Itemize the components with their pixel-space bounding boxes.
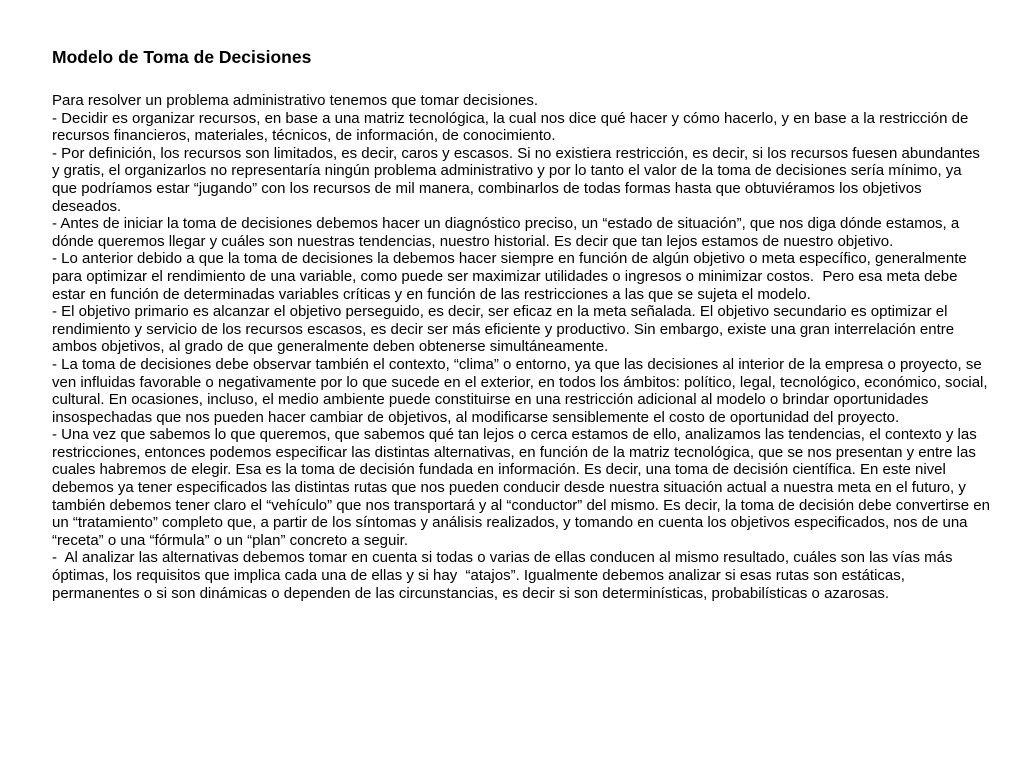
bullet-paragraph-7: - Una vez que sabemos lo que queremos, que sabemos qué tan lejos o cerca estamos de ello, analizamos las tendencias, el contexto y las restricciones, entonces podemos especificar las distintas alternativas, en función de la matriz tecnológica, que se nos presentan y entre las cuales habremos de elegir. Esa es la toma de decisión fundada en información. Es decir, una toma de decisión científica. En este nivel debemos ya tener especificados las distintas rutas que nos pueden conducir desde nuestra situación actual a nuestra meta en el futuro, y también debemos tener claro el “vehículo” que nos transportará y al “conductor” del mismo. Es decir, la toma de decisión debe convertirse en un “tratamiento” completo que, a partir de los síntomas y análisis realizados, y tomando en cuenta los objetivos especificados, nos de una “receta” o una “fórmula” o un “plan” concreto a seguir. [52, 426, 995, 549]
intro-paragraph: Para resolver un problema administrativo tenemos que tomar decisiones. [52, 92, 539, 109]
bullet-paragraph-5: - El objetivo primario es alcanzar el objetivo perseguido, es decir, ser eficaz en la meta señalada. El objetivo secundario es optimizar el rendimiento y servicio de los recursos escasos, es decir ser más eficiente y productivo. Sin embargo, existe una gran interrelación entre ambos objetivos, al grado de que generalmente deben obtenerse simultáneamente. [52, 303, 959, 356]
bullet-paragraph-4: - Lo anterior debido a que la toma de decisiones la debemos hacer siempre en función de algún objetivo o meta específico, generalmente para optimizar el rendimiento de una variable, como puede ser maximizar utilidades o ingresos o minimizar costos. Pero esa meta debe estar en función de determinadas variables críticas y en función de las restricciones a las que se sujeta el modelo. [52, 250, 971, 303]
bullet-paragraph-3: - Antes de iniciar la toma de decisiones debemos hacer un diagnóstico preciso, un “estado de situación”, que nos diga dónde estamos, a dónde queremos llegar y cuáles son nuestras tendencias, nuestro historial. Es decir que tan lejos estamos de nuestro objetivo. [52, 215, 964, 250]
bullet-paragraph-1: - Decidir es organizar recursos, en base a una matriz tecnológica, la cual nos dice qué hacer y cómo hacerlo, y en base a la restricción de recursos financieros, materiales, técnicos, de información, de conocimiento. [52, 109, 973, 145]
slide [52, 47, 995, 602]
bullet-paragraph-6: - La toma de decisiones debe observar también el contexto, “clima” o entorno, ya que las decisiones al interior de la empresa o proyecto, se ven influidas favorable o negativamente por lo que sucede en el exterior, en todos los ámbitos: político, legal, tecnológico, económico, social, cultural. En ocasiones, incluso, el medio ambiente puede constituirse en una restricción adicional al modelo o brindar oportunidades insospechadas que nos pueden hacer cambiar de objetivos, al modificarse sensiblemente el costo de oportunidad del proyecto. [52, 355, 992, 426]
body-text [52, 92, 995, 602]
page-title: Modelo de Toma de Decisiones [52, 47, 312, 67]
bullet-paragraph-8: - Al analizar las alternativas debemos tomar en cuenta si todas o varias de ellas conducen al mismo resultado, cuáles son las vías más óptimas, los requisitos que implica cada una de ellas y si hay “atajos”. Igualmente debemos analizar si esas rutas son estáticas, permanentes o si son dinámicas o dependen de las circunstancias, es decir si son determinísticas, probabilísticas o azarosas. [52, 549, 957, 602]
bullet-paragraph-2: - Por definición, los recursos son limitados, es decir, caros y escasos. Si no existiera restricción, es decir, si los recursos fuesen abundantes y gratis, el organizarlos no representaría ningún problema administrativo y por lo tanto el valor de la toma de decisiones sería mínimo, ya que podríamos estar “jugando” con los recursos de mil manera, combinarlos de todas formas hasta que obtuviéramos los objetivos deseados. [52, 144, 985, 215]
